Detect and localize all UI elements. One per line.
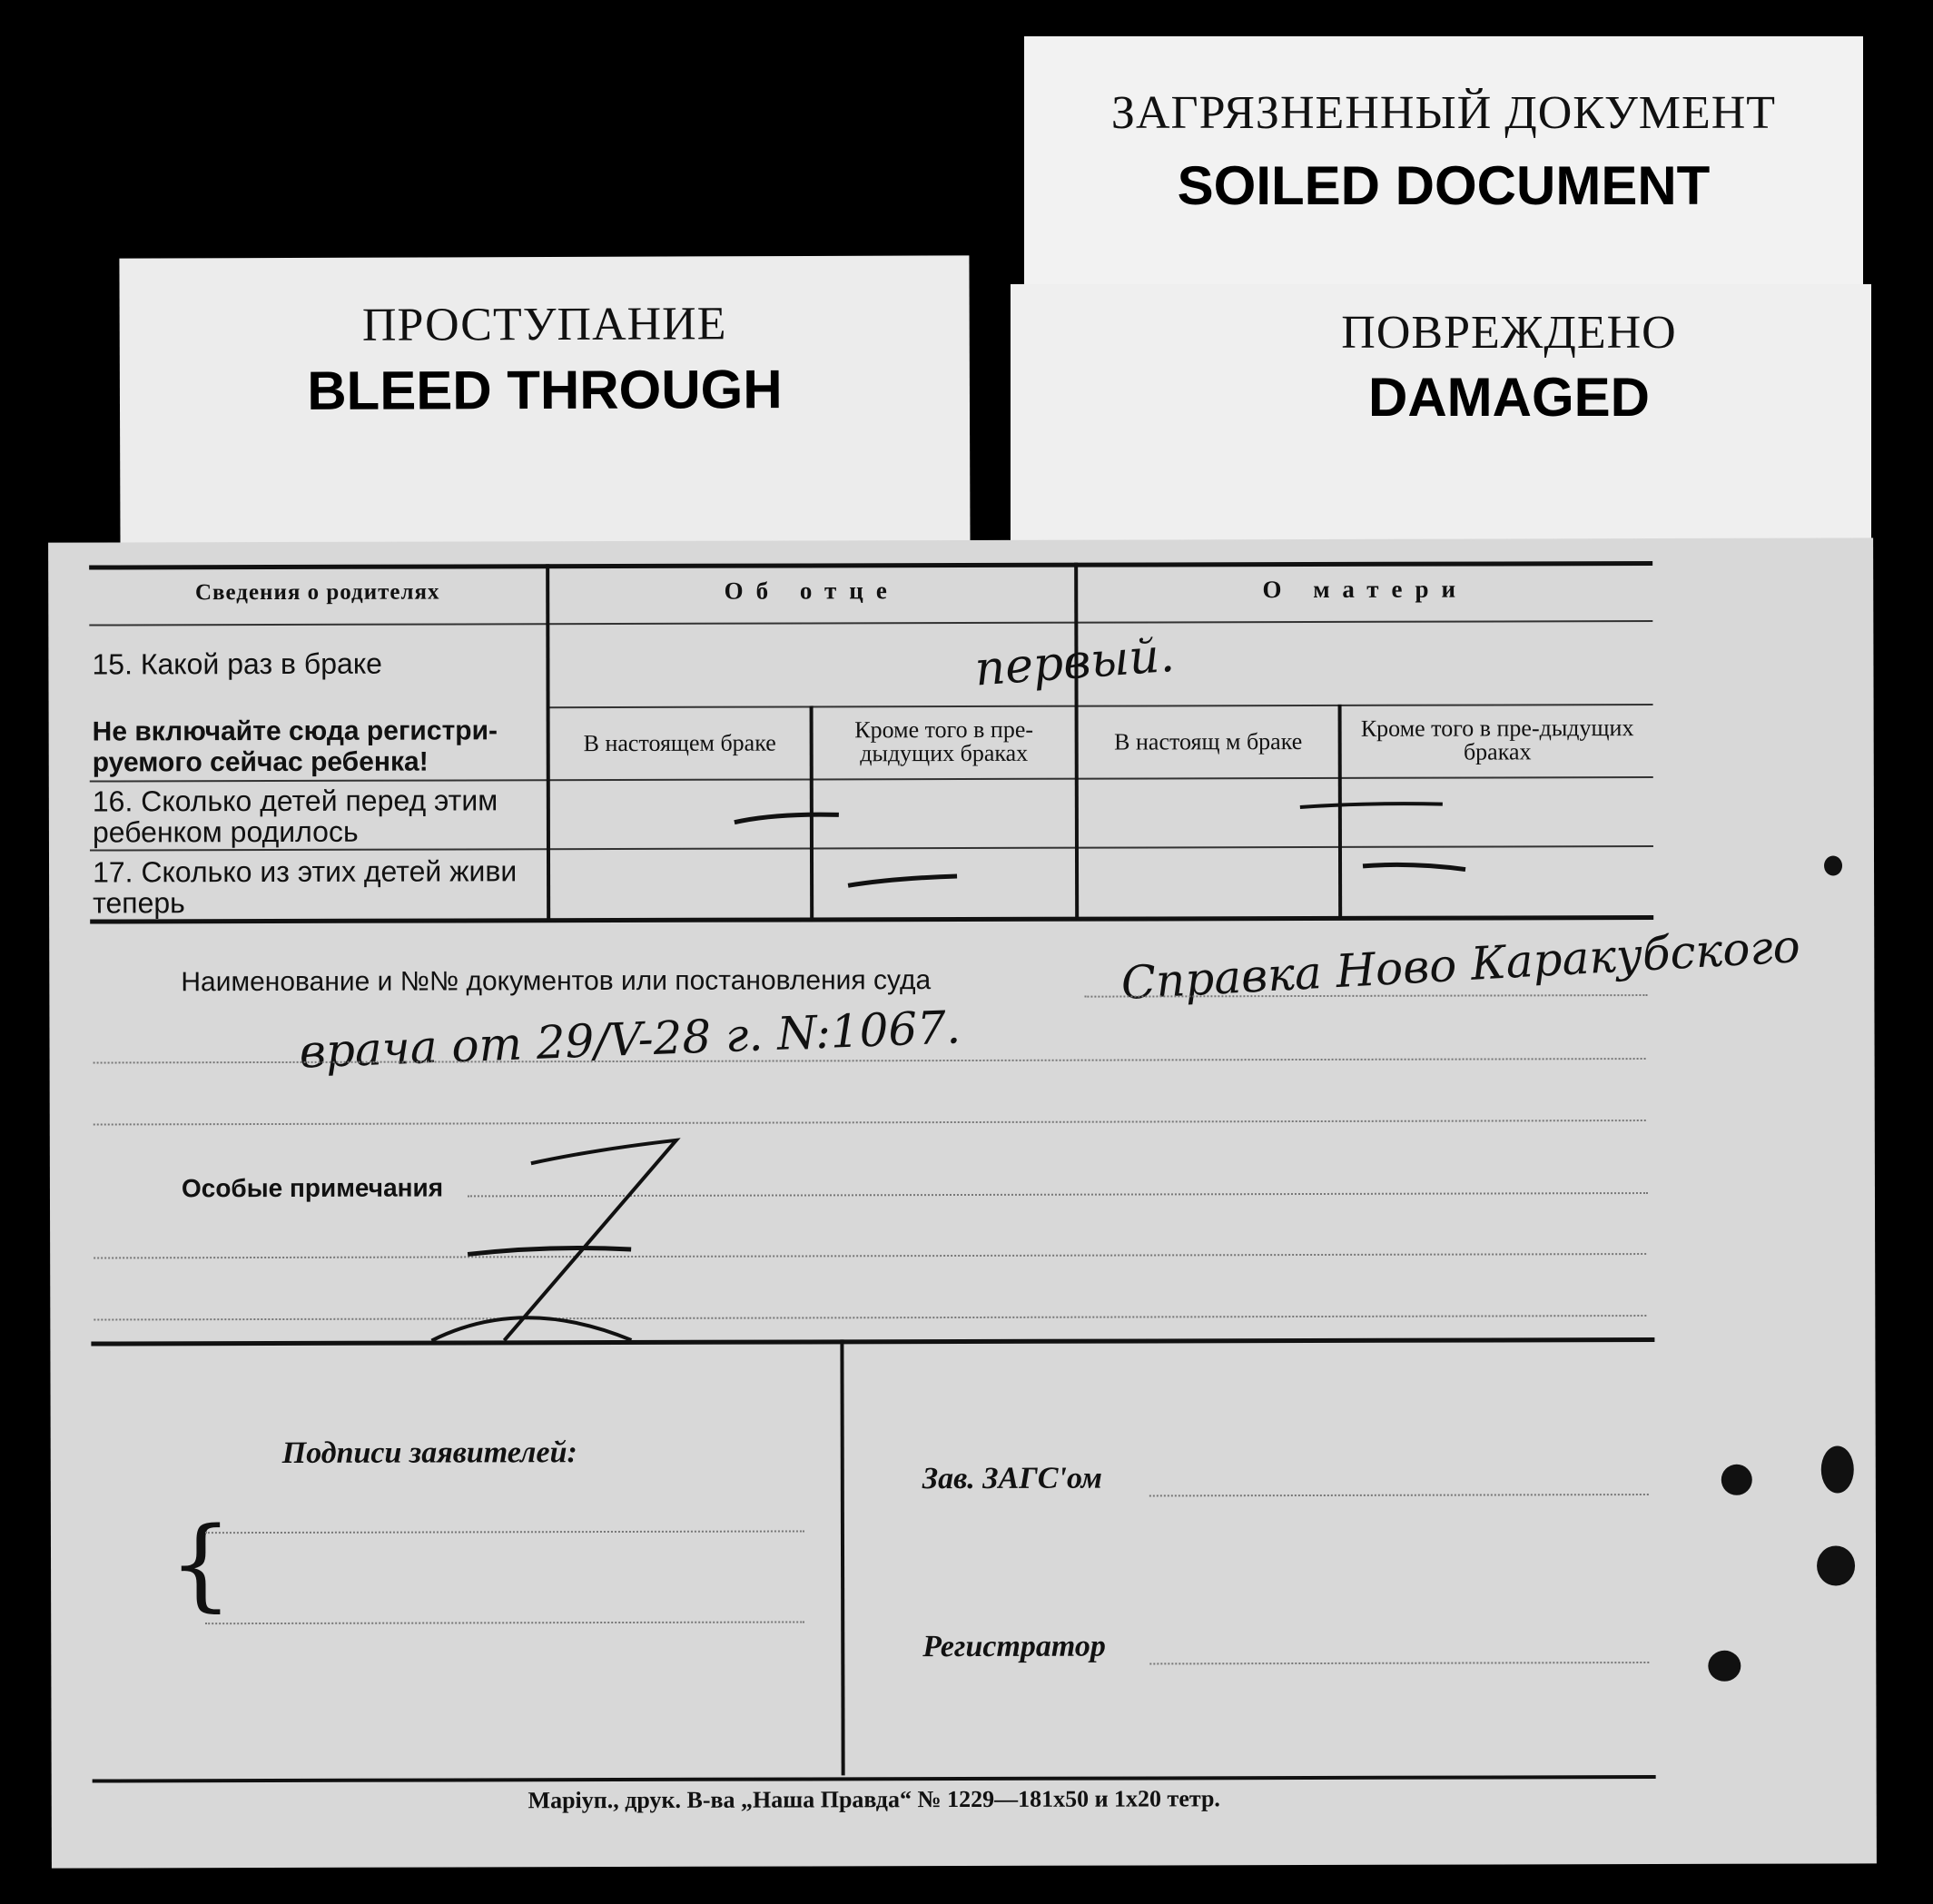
exclusion-note: Не включайте сюда регистри-руемого сейчас ребенка! [92, 715, 498, 778]
printer-imprint: Маріуп., друк. В-ва „Наша Правда“ № 1229—181х50 и 1х20 тетр. [528, 1785, 1220, 1814]
cross-out-z-mark [413, 1121, 868, 1349]
bleed-through-card [119, 255, 970, 557]
remarks-dotted-line-2 [94, 1253, 1646, 1258]
bleed-en-label: BLEED THROUGH [307, 359, 783, 421]
row15-handwritten-value: первый. [972, 627, 1177, 697]
zags-head-label: Зав. ЗАГС'ом [922, 1461, 1102, 1496]
documents-value-line1: Справка Ново Каракубского [1119, 920, 1802, 1011]
bleed-ru-label: ПРОСТУПАНИЕ [361, 298, 727, 351]
punch-hole [1821, 1445, 1854, 1493]
documents-dotted-line-3 [94, 1120, 1646, 1125]
damaged-ru-label: ПОВРЕЖДЕНО [1341, 307, 1677, 359]
applicants-brace: { [168, 1505, 233, 1623]
father-previous-marriages: Кроме того в пре-дыдущих браках [854, 715, 1034, 767]
remarks-dotted-line-3 [94, 1315, 1646, 1320]
mother-previous-marriages: Кроме того в пре-дыдущих браках [1360, 715, 1634, 765]
header-parents-info: Сведения о родителях [194, 579, 440, 606]
remarks-label: Особые примечания [181, 1173, 444, 1203]
documents-value-line2: врача от 29/V-28 г. N:1067. [298, 1001, 962, 1079]
punch-hole [1824, 855, 1842, 875]
damaged-card [1011, 284, 1871, 557]
form-bottom-border [93, 1775, 1656, 1783]
soiled-document-card [1024, 36, 1863, 309]
header-father: Об отце [724, 577, 900, 605]
soiled-en-label: SOILED DOCUMENT [1177, 155, 1711, 216]
punch-hole [1817, 1545, 1855, 1585]
zags-head-signature-line [1149, 1494, 1649, 1496]
applicant-signature-line-1 [205, 1530, 804, 1534]
documents-dotted-line-1 [1084, 994, 1647, 998]
row17-mother-dash [1363, 864, 1465, 870]
documents-label: Наименование и №№ документов или постановления суда [181, 965, 932, 998]
signature-section-top [91, 1337, 1654, 1347]
registrar-label: Регистратор [922, 1629, 1106, 1664]
mother-current-marriage: В настоящ м браке [1114, 728, 1303, 755]
registrar-signature-line [1149, 1662, 1649, 1664]
row16-father-dash [735, 814, 839, 823]
damaged-en-label: DAMAGED [1368, 367, 1650, 428]
applicant-signature-line-2 [205, 1621, 804, 1624]
row17-label: 17. Сколько из этих детей живи теперь [92, 854, 518, 920]
applicants-signatures-label: Подписи заявителей: [281, 1435, 577, 1470]
header-mother: О матери [1262, 575, 1469, 604]
row15-label: 15. Какой раз в браке [92, 646, 382, 681]
birth-record-form [48, 538, 1877, 1868]
row16-mother-dash [1300, 804, 1443, 807]
punch-hole [1721, 1465, 1752, 1495]
row16-label: 16. Сколько детей перед этим ребенком родилось [92, 784, 498, 849]
soiled-ru-label: ЗАГРЯЗНЕННЫЙ ДОКУМЕНТ [1110, 87, 1777, 139]
father-current-marriage: В настоящем браке [583, 729, 776, 757]
punch-hole [1708, 1651, 1741, 1682]
signature-divider [840, 1339, 844, 1775]
handwritten-dashes [48, 538, 1874, 996]
row17-father-dash [848, 876, 957, 885]
